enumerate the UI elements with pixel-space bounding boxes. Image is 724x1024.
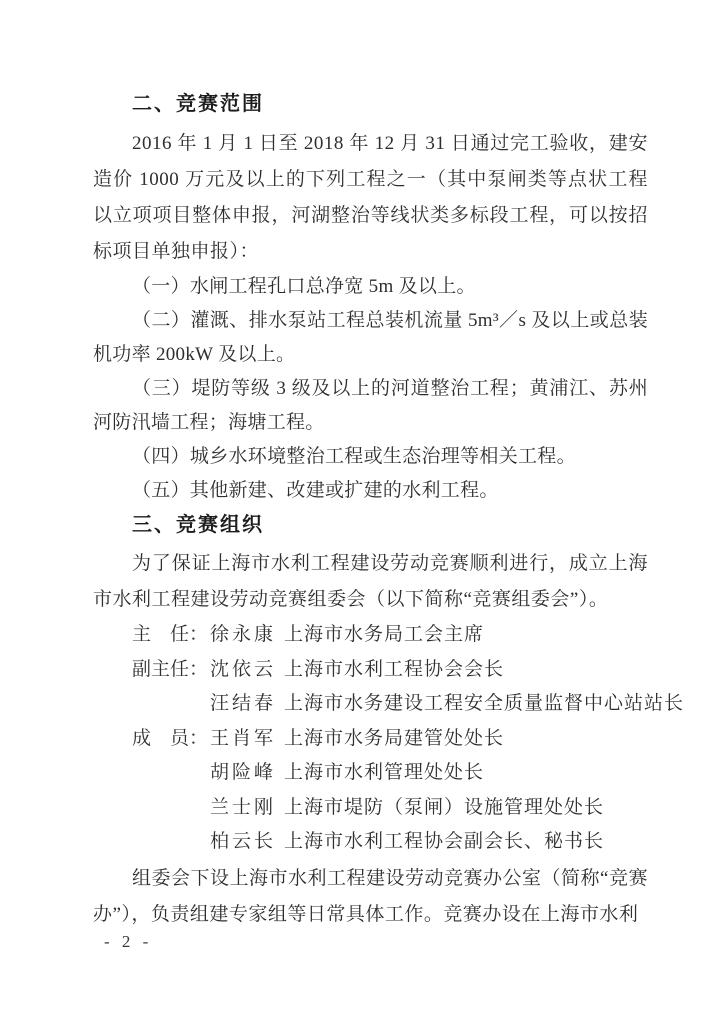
committee-roster <box>93 618 685 860</box>
section-heading-competition-scope: 二、竞赛范围 <box>132 93 264 115</box>
scope-item-3: （三）堤防等级 3 级及以上的河道整治工程；黄浦江、苏州河防汛墙工程；海塘工程。 <box>93 378 648 433</box>
paragraph-competition-office: 组委会下设上海市水利工程建设劳动竞赛办公室（简称“竞赛办”），负责组建专家组等日常具体工作。竞赛办设在上海市水利 <box>93 867 648 925</box>
roster-person-name: 徐永康 <box>210 624 277 645</box>
paragraph-organization-intro: 为了保证上海市水利工程建设劳动竞赛顺利进行，成立上海市水利工程建设劳动竞赛组委会（以下简称“竞赛组委会”）。 <box>93 553 648 610</box>
paragraph-scope-intro: 2016 年 1 月 1 日至 2018 年 12 月 31 日通过完工验收，建安造价 1000 万元及以上的下列工程之一（其中泵闸类等点状工程以立项项目整体申报，河湖整治等线状类多标段工程，可以按招标项目单独申报）： <box>93 133 648 262</box>
roster-row-deputy-director <box>93 653 648 688</box>
roster-role-label: 副主任： <box>132 658 209 680</box>
roster-person-name: 汪结春 <box>210 693 277 714</box>
roster-person-title: 上海市水利管理处处长 <box>284 762 485 783</box>
roster-person-name: 柏云长 <box>210 831 277 852</box>
roster-row-member-4 <box>93 825 648 860</box>
roster-person-title: 上海市水务局建管处处长 <box>284 727 505 749</box>
roster-person-title: 上海市水务局工会主席 <box>284 624 485 645</box>
roster-person-name: 沈依云 <box>210 658 277 680</box>
roster-person-title: 上海市水利工程协会会长 <box>284 658 505 680</box>
roster-person-name: 兰士刚 <box>210 796 277 818</box>
roster-person-title: 上海市水利工程协会副会长、秘书长 <box>284 831 605 852</box>
roster-person-title: 上海市堤防（泵闸）设施管理处处长 <box>284 796 605 818</box>
roster-role-label: 主 任： <box>132 624 209 645</box>
roster-row-member-1 <box>93 722 648 757</box>
roster-row-deputy-director-2 <box>93 687 685 722</box>
roster-role-label <box>132 825 210 860</box>
scope-item-5: （五）其他新建、改建或扩建的水利工程。 <box>132 480 499 501</box>
section-heading-competition-organization: 三、竞赛组织 <box>132 514 264 536</box>
roster-row-member-2 <box>93 756 648 791</box>
scope-item-list <box>93 270 648 508</box>
roster-person-title: 上海市水务建设工程安全质量监督中心站站长 <box>284 693 685 714</box>
roster-role-label: 成 员： <box>132 727 209 749</box>
roster-role-label <box>132 687 210 722</box>
roster-person-name: 王肖军 <box>210 727 277 749</box>
scope-item-1: （一）水闸工程孔口总净宽 5m 及以上。 <box>132 276 476 297</box>
page-number: - 2 - <box>104 932 153 951</box>
scope-item-4: （四）城乡水环境整治工程或生态治理等相关工程。 <box>132 446 576 467</box>
scope-item-2: （二）灌溉、排水泵站工程总装机流量 5m³／s 及以上或总装机功率 200kW 及以上。 <box>93 310 648 365</box>
roster-row-member-3 <box>93 791 648 826</box>
roster-row-director <box>93 618 648 653</box>
roster-role-label <box>132 791 210 826</box>
document-body <box>93 87 685 933</box>
roster-role-label <box>132 756 210 791</box>
roster-person-name: 胡险峰 <box>210 762 277 783</box>
